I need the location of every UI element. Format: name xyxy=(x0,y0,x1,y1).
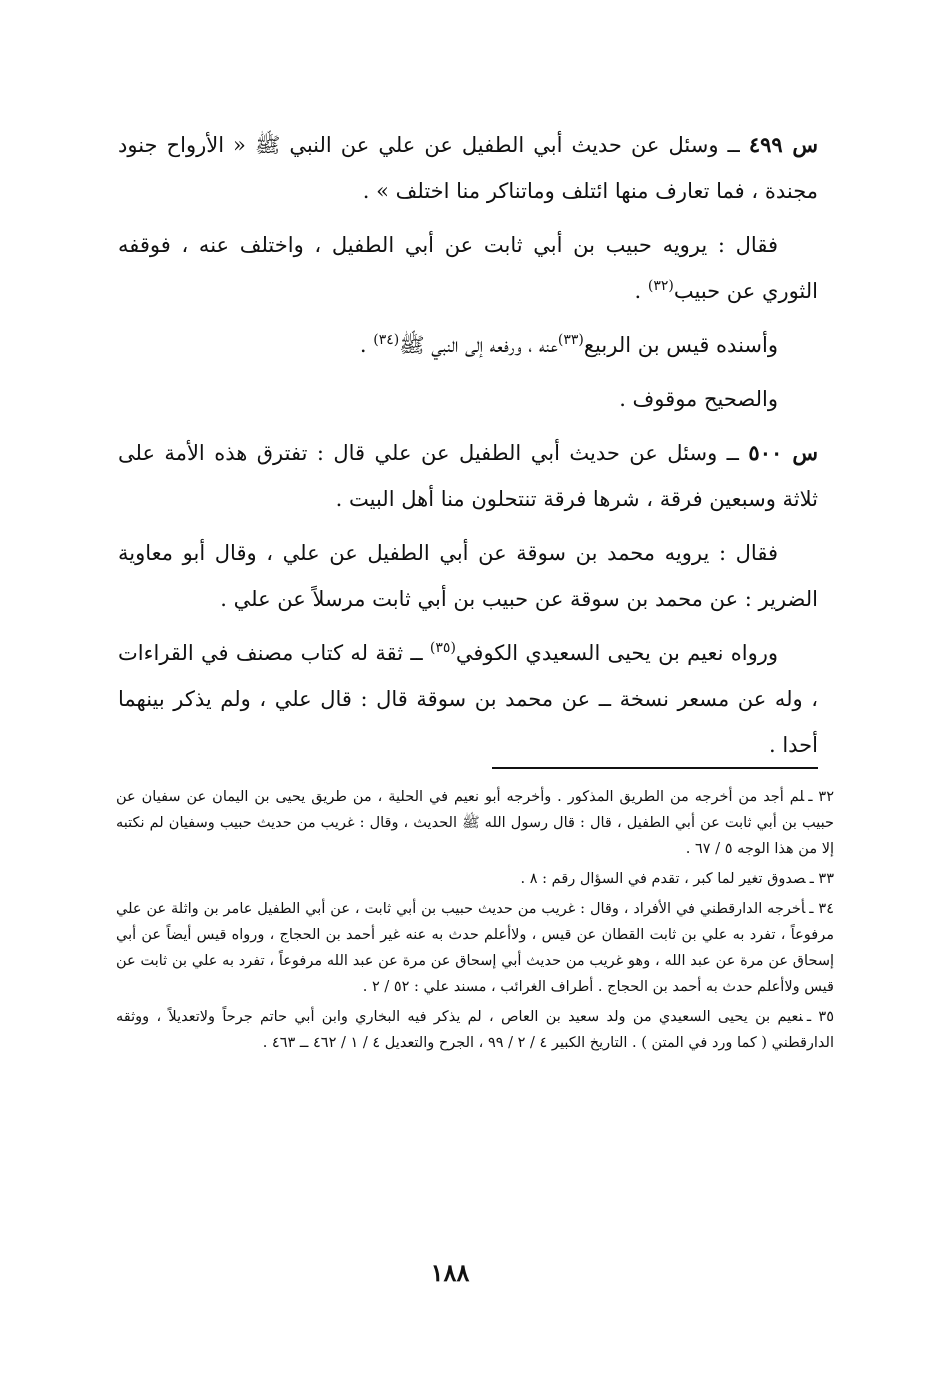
footnote-ref-33[interactable]: (٣٣) xyxy=(557,332,584,348)
footnote-number: ٣٣ ـ xyxy=(809,871,834,887)
footnote-33 xyxy=(116,866,834,892)
footnote-number: ٣٢ ـ xyxy=(808,789,834,805)
question-500 xyxy=(118,430,818,522)
footnote-text: نعيم بن يحيى السعيدي من ولد سعيد بن العاص ، لم يذكر فيه البخاري وابن أبي حاتم جرحاً ولاتعديلاً ، ووثقه الدارقطني ( كما ورد في المتن ) . التاريخ الكبير ٤ / ٢ / ٩٩ ، الجرح والتعديل ٤ / ١ / ٤٦٢ ــ ٤٦٣ . xyxy=(116,1009,834,1051)
footnote-text: أخرجه الدارقطني في الأفراد ، وقال : غريب من حديث حبيب بن أبي ثابت ، عن أبي الطفيل عامر بن واثلة عن علي مرفوعاً ، تفرد به علي بن ثابت القطان عن قيس ، ولاأعلم حدث به عنه غير أحمد بن الحجاج ، ورواه قيس أيضاً عن أبي إسحاق عن مرة عن عبد الله ، وهو غريب من حديث أبي إسحاق عن مرة عن عبد الله مرفوعاً ، تفرد به علي بن ثابت عن قيس ولاأعلم حدث به أحمد بن الحجاج . أطراف الغرائب ، مسند علي : ٥٢ / ٢ . xyxy=(116,901,834,995)
question-text: ــ وسئل عن حديث أبي الطفيل عن علي قال : تفترق هذه الأمة على ثلاثة وسبعين فرقة ، شرها فرقة تنتحلون منا أهل البيت . xyxy=(118,441,818,511)
answer-text: وأسنده قيس بن الربيع xyxy=(583,333,778,357)
footnote-text: صدوق تغير لما كبر ، تقدم في السؤال رقم : ٨ . xyxy=(520,871,806,887)
footnote-34 xyxy=(116,896,834,1000)
answer-499-paragraph-2 xyxy=(118,322,818,368)
answer-text: فقال : يرويه حبيب بن أبي ثابت عن أبي الطفيل ، واختلف عنه ، فوقفه الثوري عن حبيب xyxy=(118,233,818,303)
question-499 xyxy=(118,122,818,214)
question-number: س ٤٩٩ xyxy=(748,132,818,157)
footnote-ref-35[interactable]: (٣٥) xyxy=(429,640,456,656)
question-text: ــ وسئل عن حديث أبي الطفيل عن علي عن النبي ﷺ « الأرواح جنود مجندة ، فما تعارف منها ائتلف وماتناكر منا اختلف » . xyxy=(118,133,818,203)
footnote-35 xyxy=(116,1004,834,1056)
footnote-ref-34[interactable]: (٣٤) xyxy=(373,332,400,348)
footnote-number: ٣٥ ـ xyxy=(806,1009,834,1025)
answer-499-paragraph-3: والصحيح موقوف . xyxy=(619,387,778,411)
footnote-text: لم أجد من أخرجه من الطريق المذكور . وأخرجه أبو نعيم في الحلية ، من طريق يحيى بن اليمان عن سفيان عن حبيب بن أبي ثابت عن أبي الطفيل ، قال : قال رسول الله ﷺ الحديث ، وقال : غريب من حديث حبيب وسفيان لم نكتبه إلا من هذا الوجه ٥ / ٦٧ . xyxy=(116,789,834,857)
page-number: ١٨٨ xyxy=(430,1258,470,1287)
answer-text-end: ــ ثقة له كتاب مصنف في القراءات ، وله عن مسعر نسخة ــ عن محمد بن سوقة قال : قال علي ، ولم يذكر بينهما أحدا . xyxy=(118,641,818,757)
answer-text-end: . xyxy=(359,333,374,357)
answer-text: ورواه نعيم بن يحيى السعيدي الكوفي xyxy=(455,641,778,665)
answer-499-paragraph-1 xyxy=(118,222,818,314)
footnote-number: ٣٤ ـ xyxy=(809,901,834,917)
footnote-ref-32[interactable]: (٣٢) xyxy=(647,278,674,294)
answer-text-end: . xyxy=(634,279,648,303)
question-number: س ٥٠٠ xyxy=(748,440,818,465)
footnote-divider xyxy=(492,767,818,769)
answer-500-paragraph-2 xyxy=(118,630,818,768)
answer-text-middle: عنه ، ورفعه إلى النبي ﷺ xyxy=(399,333,558,357)
main-text xyxy=(118,122,818,776)
footnotes xyxy=(116,784,834,1060)
footnote-32 xyxy=(116,784,834,862)
answer-500-paragraph-1: فقال : يرويه محمد بن سوقة عن أبي الطفيل عن علي ، وقال أبو معاوية الضرير : عن محمد بن سوقة عن حبيب بن أبي ثابت مرسلاً عن علي . xyxy=(118,541,818,611)
